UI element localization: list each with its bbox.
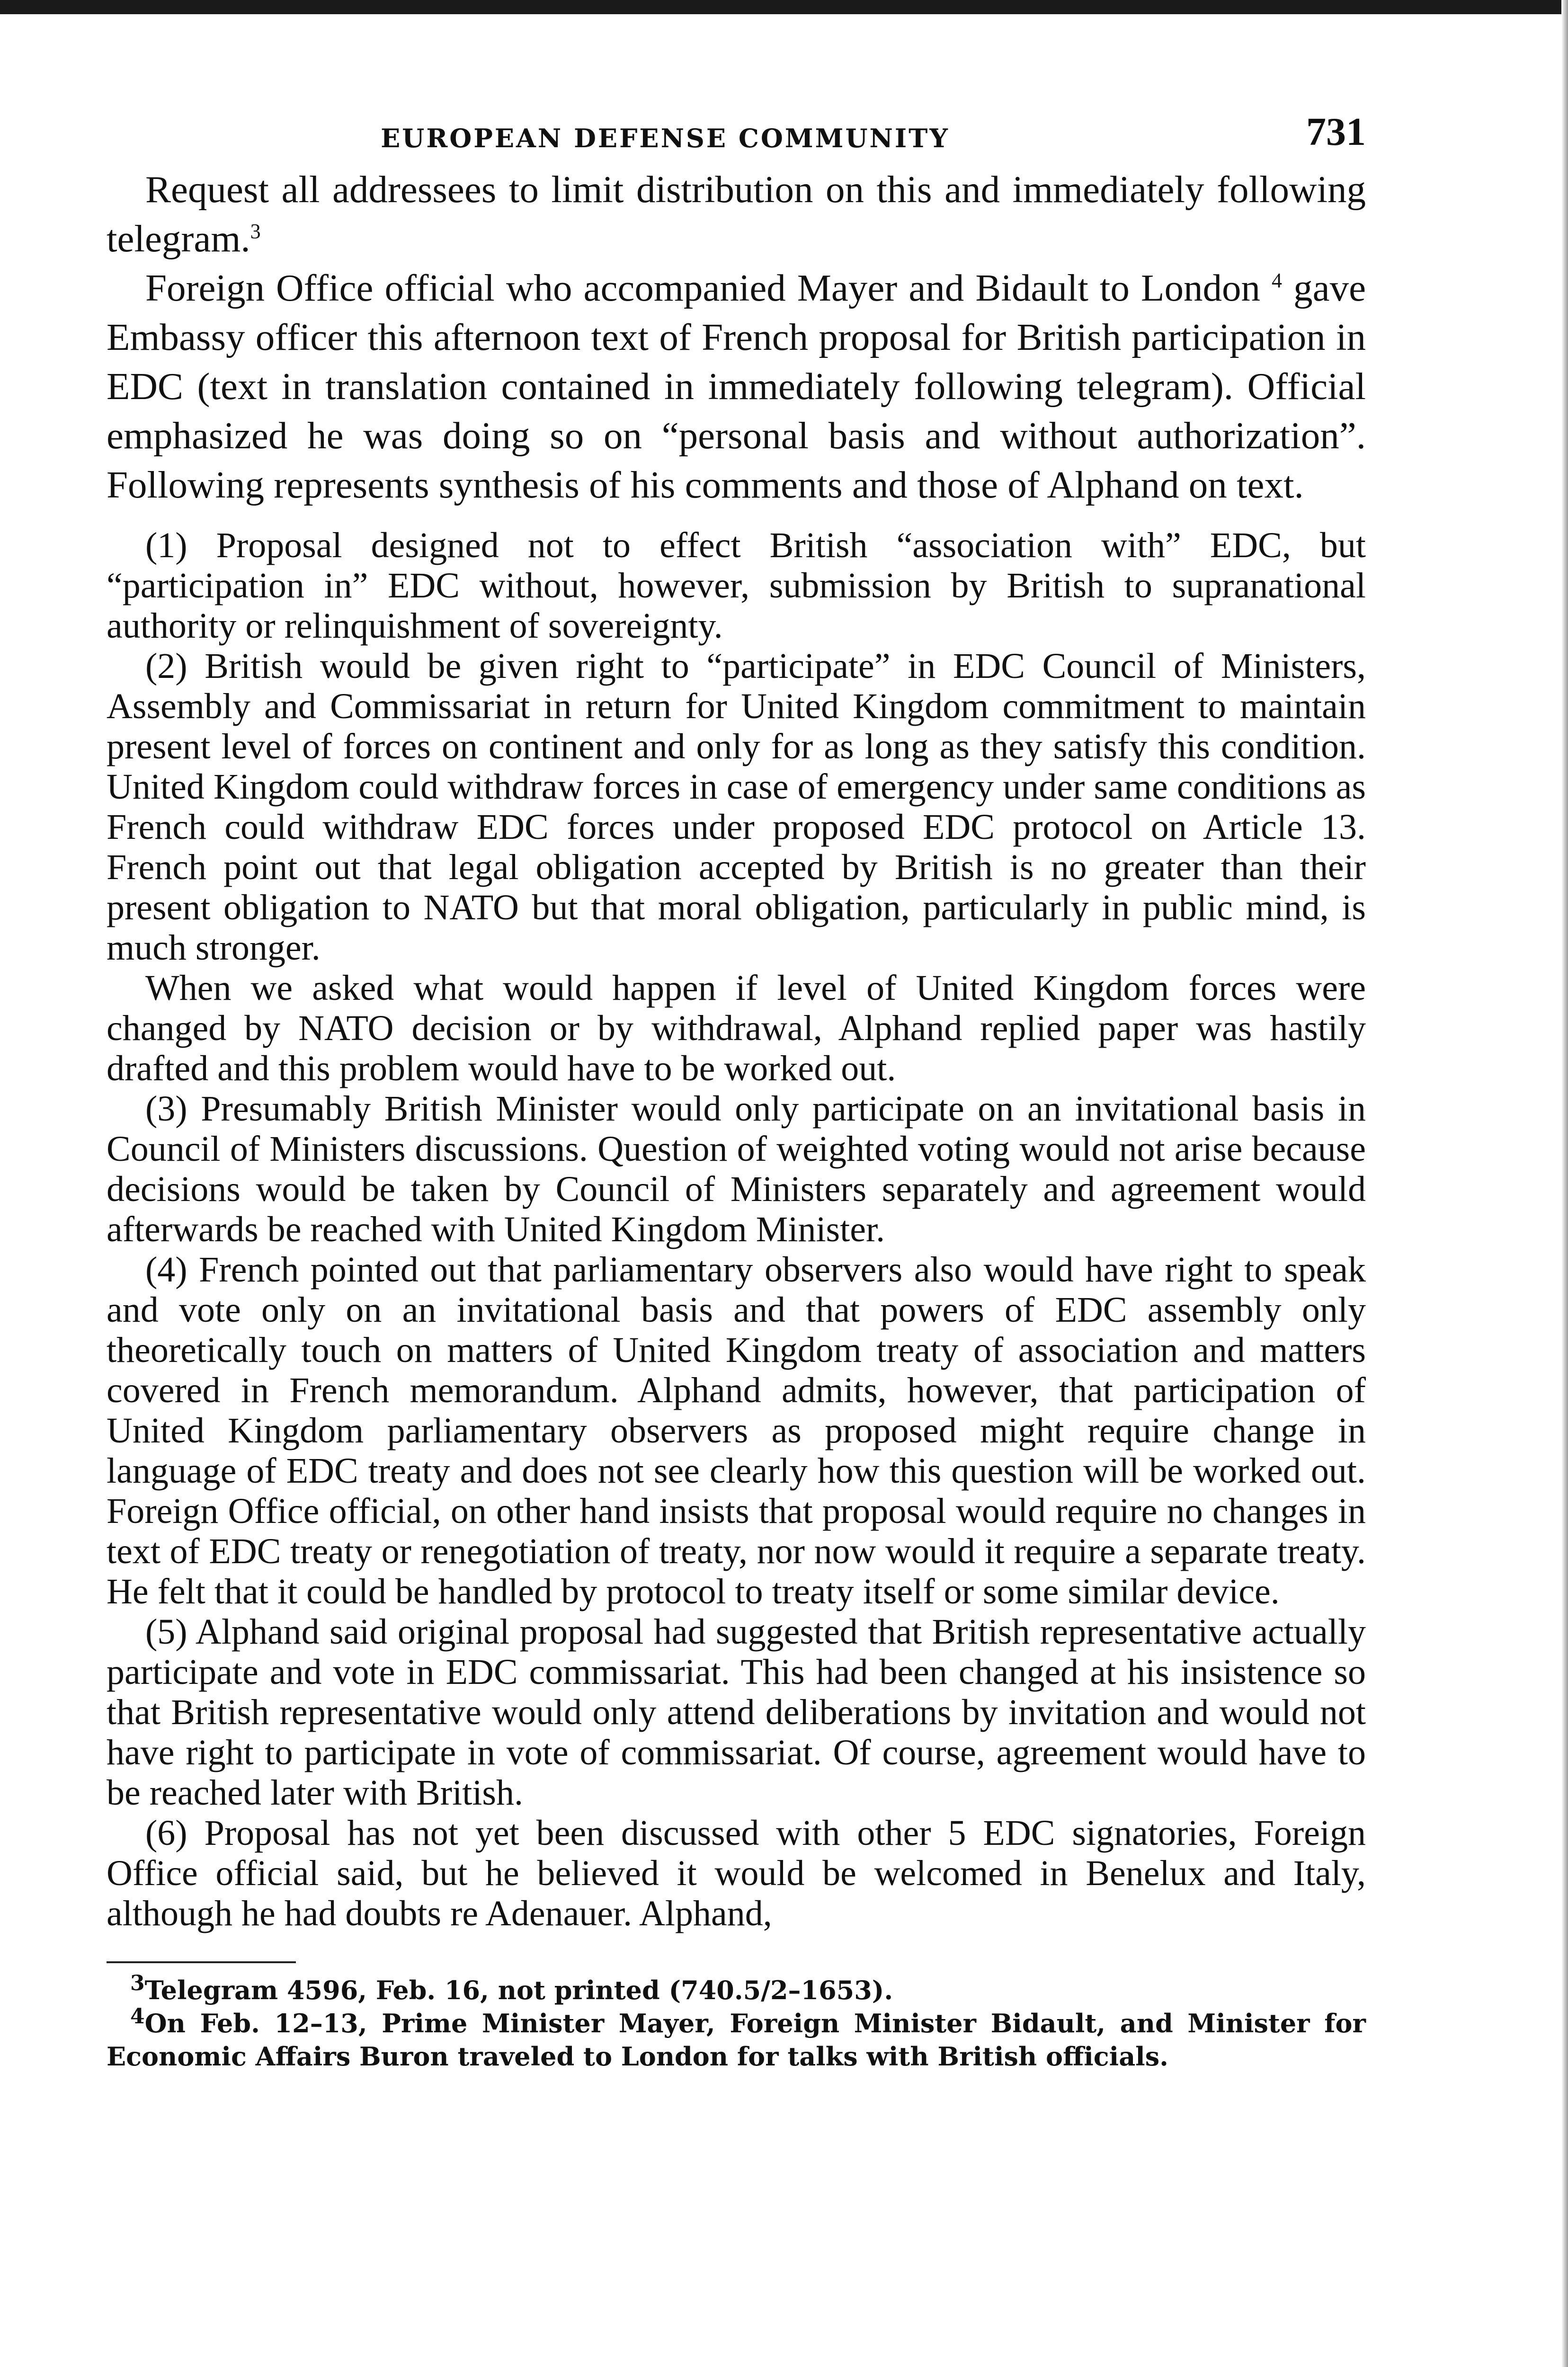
footnote-divider xyxy=(107,1961,296,1963)
point-2: (2) British would be given right to “participate” in EDC Council of Ministers, Assembly and Commissariat in return for United Kingdom commitment to maintain present level of forces on continent and only for as long as they satisfy this condition. United Kingdom could withdraw forces in case of emergency under same conditions as French could withdraw EDC forces under proposed EDC protocol on Article 13. French point out that legal obligation accepted by British is no greater than their present obligation to NATO but that moral obligation, particularly in public mind, is much stronger. xyxy=(107,646,1366,968)
intro-text-2a: Foreign Office official who accompanied Mayer and Bidault to London xyxy=(145,267,1260,309)
footnote-mark: 3 xyxy=(130,1971,145,1995)
footnote-4 xyxy=(107,2004,1366,2073)
point-1: (1) Proposal designed not to effect British “association with” EDC, but “participation in” EDC without, however, submission by British to supranational authority or relinquishment of sovereignty. xyxy=(107,525,1366,646)
intro-paragraph-2 xyxy=(107,263,1366,509)
footnote-3 xyxy=(107,1971,1366,2007)
point-6: (6) Proposal has not yet been discussed with other 5 EDC signatories, Foreign Office official said, but he believed it would be welcomed in Benelux and Italy, although he had doubts re Adenauer. Alphand, xyxy=(107,1813,1366,1933)
document-page xyxy=(107,109,1366,2073)
footnote-text: On Feb. 12–13, Prime Minister Mayer, Foreign Minister Bidault, and Minister for Economic Affairs Buron traveled to London for talks with British officials. xyxy=(107,2008,1366,2072)
top-border xyxy=(0,0,1568,14)
footnote-mark: 4 xyxy=(130,2004,145,2029)
footnote-ref-4[interactable]: 4 xyxy=(1272,269,1283,292)
footnote-text: Telegram 4596, Feb. 16, not printed (740.5/2–1653). xyxy=(144,1975,893,2005)
footnotes xyxy=(107,1971,1366,2073)
body-text xyxy=(107,165,1366,1934)
point-4: (4) French pointed out that parliamentary observers also would have right to speak and vote only on an invitational basis and that powers of EDC assembly only theoretically touch on matters of United Kingdom treaty of association and matters covered in French memorandum. Alphand admits, however, that participation of United Kingdom parliamentary observers as proposed might require change in language of EDC treaty and does not see clearly how this question will be worked out. Foreign Office official, on other hand insists that proposal would require no changes in text of EDC treaty or renegotiation of treaty, nor now would it require a separate treaty. He felt that it could be handled by protocol to treaty itself or some similar device. xyxy=(107,1250,1366,1611)
intro-paragraph-1 xyxy=(107,165,1366,263)
page-edge-shadow xyxy=(1561,0,1568,2367)
page-number: 731 xyxy=(1306,110,1366,154)
footnote-ref-3[interactable]: 3 xyxy=(250,220,261,243)
point-2-continuation: When we asked what would happen if level of United Kingdom forces were changed by NATO decision or by withdrawal, Alphand replied paper was hastily drafted and this problem would have to be worked out. xyxy=(107,968,1366,1088)
running-title: EUROPEAN DEFENSE COMMUNITY xyxy=(381,123,950,153)
intro-text-1: Request all addressees to limit distribution on this and immediately following telegram. xyxy=(107,168,1366,260)
running-header xyxy=(107,109,1366,161)
point-3: (3) Presumably British Minister would only participate on an invitational basis in Council of Ministers discussions. Question of weighted voting would not arise because decisions would be taken by Council of Ministers separately and agreement would afterwards be reached with United Kingdom Minister. xyxy=(107,1089,1366,1249)
point-5: (5) Alphand said original proposal had suggested that British representative actually participate and vote in EDC commissariat. This had been changed at his insistence so that British representative would only attend deliberations by invitation and would not have right to participate in vote of commissariat. Of course, agreement would have to be reached later with British. xyxy=(107,1612,1366,1813)
paragraph-gap xyxy=(107,509,1366,525)
intro-text-2b: gave Embassy officer this afternoon text of French proposal for British participation in EDC (text in translation contained in immediately following telegram). Official emphasized he was doing so on “personal basis and without authorization”. Following represents synthesis of his comments and those of Alphand on text. xyxy=(107,267,1366,506)
